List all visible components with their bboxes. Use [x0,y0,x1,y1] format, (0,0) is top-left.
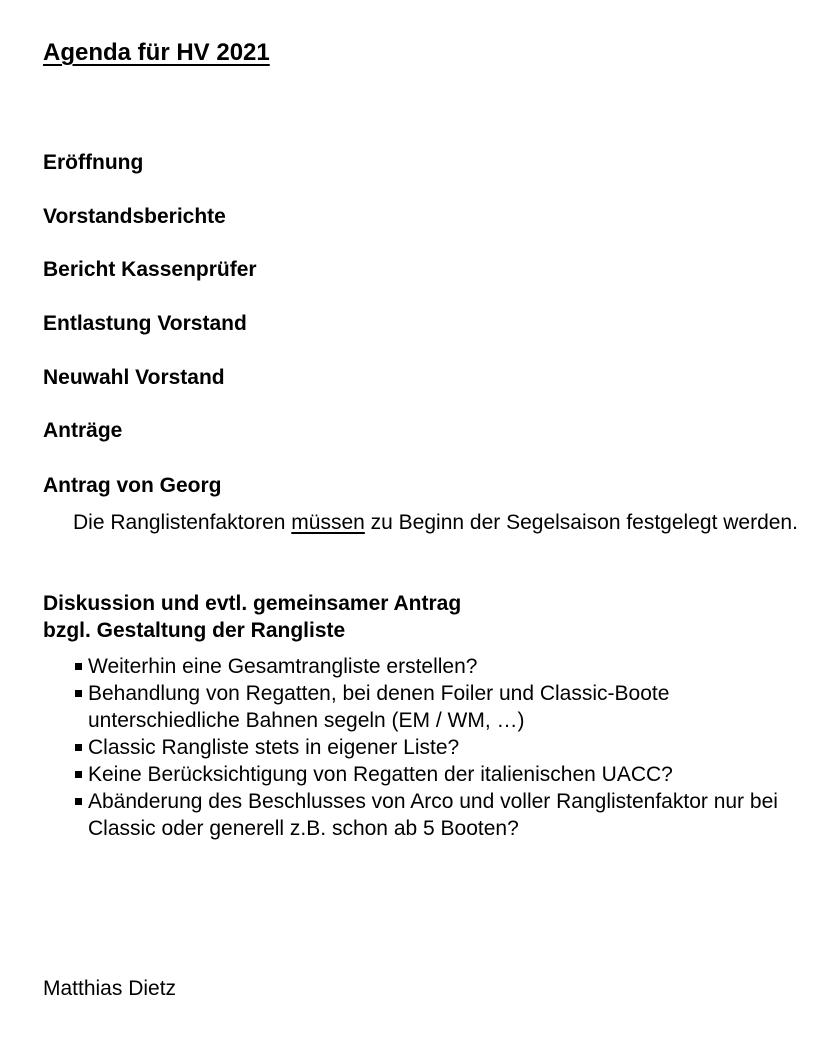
discussion-heading-line1: Diskussion und evtl. gemeinsamer Antrag [43,592,462,615]
bullet-text: Abänderung des Beschlusses von Arco und voller Ranglistenfaktor nur bei Classic oder generell z.B. schon ab 5 Booten? [88,790,778,840]
discussion-heading [43,590,461,644]
agenda-item-bericht-kassenpruefer: Bericht Kassenprüfer [43,258,257,281]
bullet-text: Keine Berücksichtigung von Regatten der italienischen UACC? [88,763,673,786]
agenda-item-neuwahl-vorstand: Neuwahl Vorstand [43,366,225,389]
proposal-emphasis: müssen [291,511,365,534]
square-bullet-icon [75,771,82,778]
proposal-text [73,509,803,536]
bullet-text: Behandlung von Regatten, bei denen Foiler und Classic-Boote unterschiedliche Bahnen segeln (EM / WM, …) [88,682,670,732]
agenda-item-eroeffnung: Eröffnung [43,151,144,174]
bullet-text: Weiterhin eine Gesamtrangliste erstellen? [88,655,478,678]
agenda-item-antraege: Anträge [43,419,123,442]
list-item [73,788,813,842]
list-item [73,653,813,680]
agenda-item-antrag-georg: Antrag von Georg [43,474,222,497]
list-item [73,680,813,734]
discussion-bullet-list [73,653,813,842]
square-bullet-icon [75,744,82,751]
square-bullet-icon [75,690,82,697]
agenda-item-vorstandsberichte: Vorstandsberichte [43,205,226,228]
author-name: Matthias Dietz [43,977,177,1000]
square-bullet-icon [75,663,82,670]
list-item [73,734,813,761]
discussion-heading-line2: bzgl. Gestaltung der Rangliste [43,619,346,642]
page-title: Agenda für HV 2021 [43,39,270,66]
agenda-item-entlastung-vorstand: Entlastung Vorstand [43,312,247,335]
list-item [73,761,813,788]
square-bullet-icon [75,798,82,805]
proposal-text-after: zu Beginn der Segelsaison festgelegt werden. [364,511,798,534]
proposal-text-before: Die Ranglistenfaktoren [73,511,292,534]
bullet-text: Classic Rangliste stets in eigener Liste? [88,736,460,759]
